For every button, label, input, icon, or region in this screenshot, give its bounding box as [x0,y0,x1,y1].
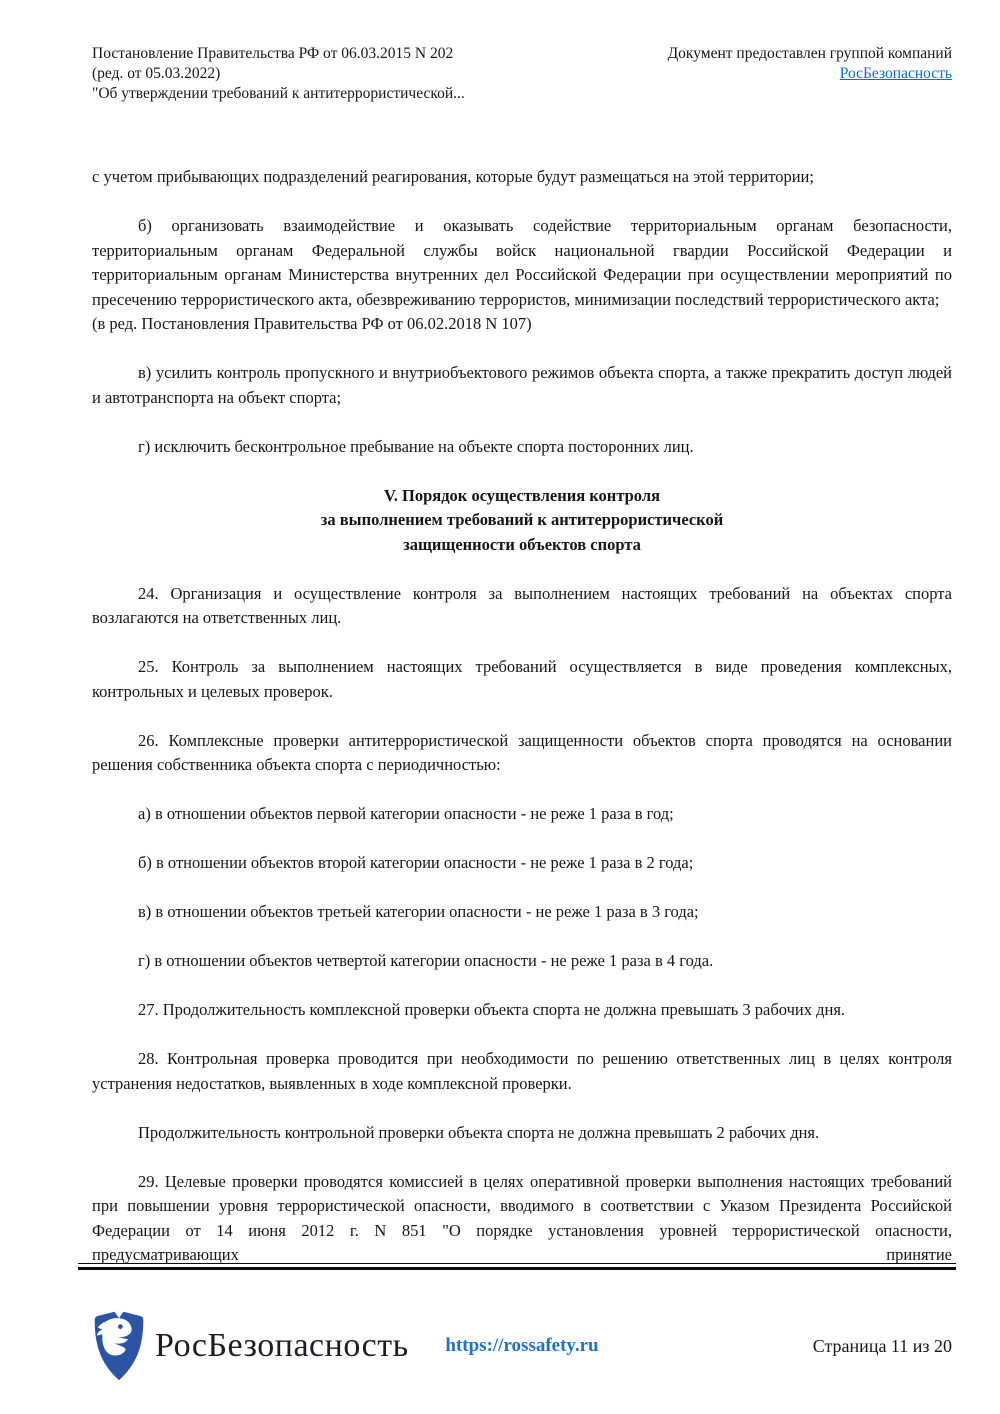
list-item-g: г) в отношении объектов четвертой категории опасности - не реже 1 раза в 4 года. [138,951,714,970]
citation-line-3: "Об утверждении требований к антитеррористической... [92,85,465,102]
section-heading-line-2: за выполнением требований к антитеррористической [320,510,724,529]
list-item-a: а) в отношении объектов первой категории опасности - не реже 1 раза в год; [138,804,674,823]
provider-note-text: Документ предоставлен группой компаний [667,45,952,62]
document-citation [92,44,562,104]
page-number-label: Страница 11 из 20 [812,1335,953,1356]
citation-line-1: Постановление Правительства РФ от 06.03.2015 N 202 [92,45,454,62]
paragraph-27: 27. Продолжительность комплексной проверки объекта спорта не должна превышать 3 рабочих дня. [138,1000,846,1019]
paragraph-25: 25. Контроль за выполнением настоящих требований осуществляется в виде проведения комплексных, контрольных и целевых проверок. [92,657,952,701]
provider-note [592,44,952,84]
paragraph-item-g: г) исключить бесконтрольное пребывание на объекте спорта посторонних лиц. [138,436,694,456]
footer-brand [92,1304,445,1388]
document-footer [92,1304,952,1388]
document-body [92,165,952,1268]
paragraph-26: 26. Комплексные проверки антитеррористической защищенности объектов спорта проводятся на основании решения собственника объекта спорта с периодичностью: [92,730,952,774]
paragraph-28: 28. Контрольная проверка проводится при необходимости по решению ответственных лиц в целях контроля устранения недостатков, выявленных в ходе комплексной проверки. [92,1049,952,1093]
section-heading [92,484,952,558]
amendment-note: (в ред. Постановления Правительства РФ от 06.02.2018 N 107) [92,314,532,333]
footer-url-link[interactable]: https://rossafety.ru [445,1335,599,1356]
paragraph-item-v: в) усилить контроль пропускного и внутриобъектового режимов объекта спорта, а также прекратить доступ людей и автотранспорта на объект спорта; [92,363,952,407]
paragraph-29: 29. Целевые проверки проводятся комиссией в целях оперативной проверки выполнения настоящих требований при повышении уровня террористической опасности, вводимого в соответствии с Указом Президента Российской Федерации от 14 июня 2012 г. N 851 "О порядке установления уровней террористической опасности, предусматривающих принятие [92,1171,952,1264]
paragraph-24: 24. Организация и осуществление контроля за выполнением настоящих требований на объектах спорта возлагаются на ответственных лиц. [92,583,952,627]
list-item-b: б) в отношении объектов второй категории опасности - не реже 1 раза в 2 года; [138,853,694,872]
section-heading-line-1: V. Порядок осуществления контроля [383,485,661,505]
list-item-v: в) в отношении объектов третьей категории опасности - не реже 1 раза в 3 года; [138,902,699,921]
footer-brand-name: РосБезопасность [155,1327,409,1364]
section-heading-line-3: защищенности объектов спорта [403,534,641,554]
paragraph-continuation: с учетом прибывающих подразделений реагирования, которые будут размещаться на этой территории; [92,167,814,186]
paragraph-item-b: б) организовать взаимодействие и оказывать содействие территориальным органам безопасности, территориальным органам Федеральной службы войск национальной гвардии Российской Федерации и территориальным органам Министерства внутренних дел Российской Федерации при осуществлении мероприятий по пресечению террористического акта, обезвреживанию террористов, минимизации последствий террористического акта; [92,216,952,309]
provider-link[interactable]: РосБезопасность [839,65,952,82]
paragraph-28-duration: Продолжительность контрольной проверки объекта спорта не должна превышать 2 рабочих дня. [138,1122,820,1142]
shield-falcon-icon [92,1304,146,1388]
citation-line-2: (ред. от 05.03.2022) [92,65,221,82]
footer-divider [78,1263,956,1270]
document-header [92,44,952,104]
